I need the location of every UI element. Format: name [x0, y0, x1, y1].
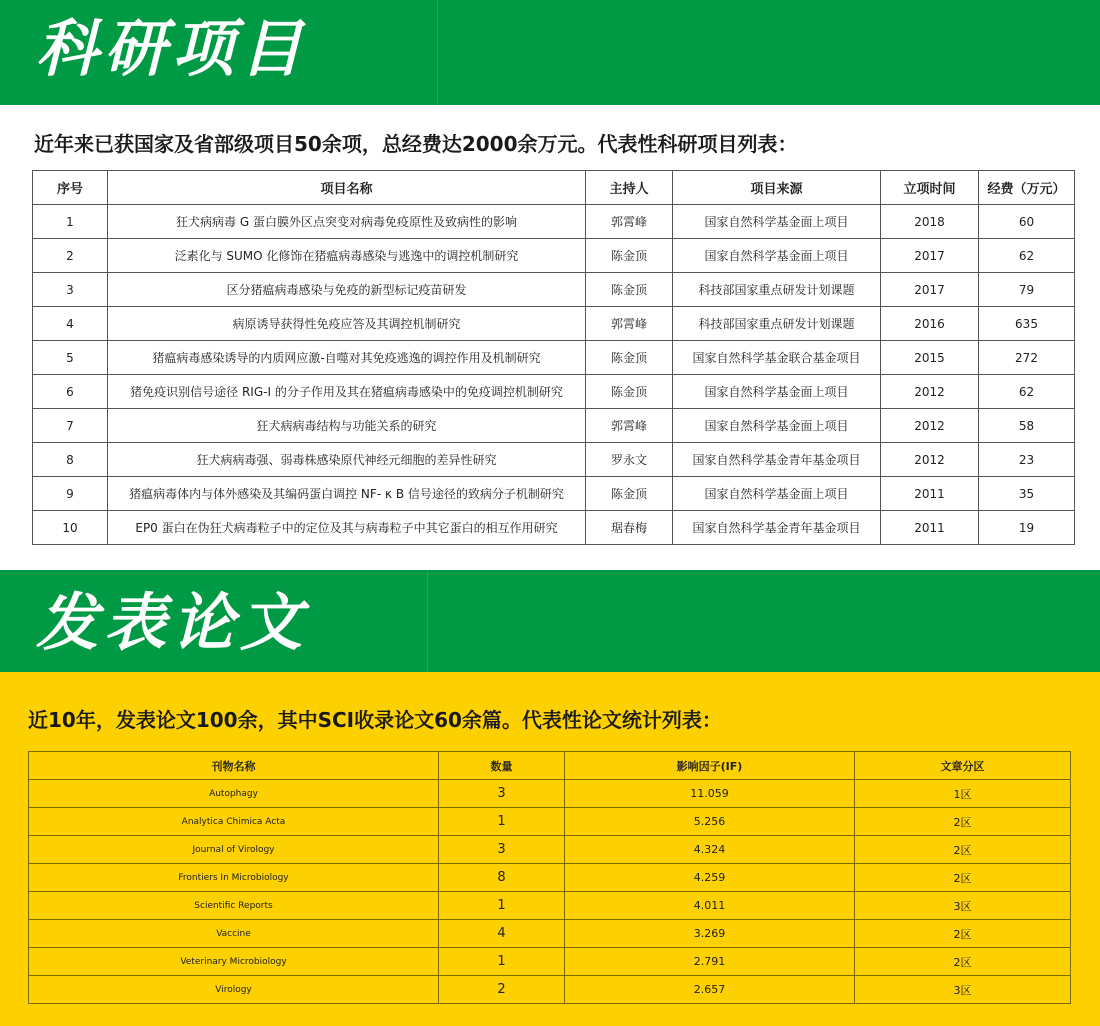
- table-cell: 病原诱导获得性免疫应答及其调控机制研究: [108, 307, 586, 341]
- table-cell: 郭霄峰: [586, 409, 673, 443]
- table-row: [33, 443, 1075, 477]
- table-cell: 4.324: [565, 836, 855, 864]
- table-cell: 3: [439, 780, 565, 808]
- table-cell: 陈金顶: [586, 239, 673, 273]
- column-header: 主持人: [586, 171, 673, 205]
- table-cell: 陈金顶: [586, 273, 673, 307]
- table-cell: 2区: [855, 948, 1071, 976]
- table-row: [29, 808, 1071, 836]
- table-cell: 科技部国家重点研发计划课题: [673, 307, 881, 341]
- research-projects-intro: 近年来已获国家及省部级项目50余项，总经费达2000余万元。代表性科研项目列表：: [34, 132, 798, 156]
- table-cell: 23: [979, 443, 1075, 477]
- table-cell: 3区: [855, 892, 1071, 920]
- table-cell: 区分猪瘟病毒感染与免疫的新型标记疫苗研发: [108, 273, 586, 307]
- table-row: [33, 409, 1075, 443]
- table-cell: 2015: [881, 341, 979, 375]
- table-cell: 5.256: [565, 808, 855, 836]
- column-header: 项目名称: [108, 171, 586, 205]
- table-cell: 泛素化与 SUMO 化修饰在猪瘟病毒感染与逃逸中的调控机制研究: [108, 239, 586, 273]
- table-cell: Vaccine: [29, 920, 439, 948]
- table-cell: 9: [33, 477, 108, 511]
- table-row: [33, 375, 1075, 409]
- table-cell: 猪瘟病毒感染诱导的内质网应激-自噬对其免疫逃逸的调控作用及机制研究: [108, 341, 586, 375]
- table-cell: 79: [979, 273, 1075, 307]
- table-cell: 19: [979, 511, 1075, 545]
- table-cell: 狂犬病病毒结构与功能关系的研究: [108, 409, 586, 443]
- table-cell: 狂犬病病毒强、弱毒株感染原代神经元细胞的差异性研究: [108, 443, 586, 477]
- table-cell: EP0 蛋白在伪狂犬病毒粒子中的定位及其与病毒粒子中其它蛋白的相互作用研究: [108, 511, 586, 545]
- table-cell: 2: [439, 976, 565, 1004]
- table-cell: 60: [979, 205, 1075, 239]
- table-cell: 4: [439, 920, 565, 948]
- column-header: 文章分区: [855, 752, 1071, 780]
- table-row: [29, 892, 1071, 920]
- table-cell: 11.059: [565, 780, 855, 808]
- table-row: [29, 976, 1071, 1004]
- column-header: 立项时间: [881, 171, 979, 205]
- banner-divider: [437, 0, 438, 105]
- table-cell: Virology: [29, 976, 439, 1004]
- table-row: [33, 477, 1075, 511]
- table-cell: 58: [979, 409, 1075, 443]
- publications-table: [28, 751, 1071, 1004]
- table-row: [33, 205, 1075, 239]
- table-cell: 8: [439, 864, 565, 892]
- research-projects-banner: [0, 0, 1100, 105]
- table-cell: 2区: [855, 836, 1071, 864]
- table-header-row: [29, 752, 1071, 780]
- table-cell: 272: [979, 341, 1075, 375]
- table-cell: 2017: [881, 273, 979, 307]
- table-cell: 4.011: [565, 892, 855, 920]
- table-cell: 1: [33, 205, 108, 239]
- table-cell: 2区: [855, 864, 1071, 892]
- table-cell: 7: [33, 409, 108, 443]
- table-cell: 35: [979, 477, 1075, 511]
- table-cell: 陈金顶: [586, 341, 673, 375]
- table-row: [33, 341, 1075, 375]
- table-row: [33, 273, 1075, 307]
- table-cell: 陈金顶: [586, 477, 673, 511]
- table-cell: Autophagy: [29, 780, 439, 808]
- table-cell: 635: [979, 307, 1075, 341]
- column-header: 项目来源: [673, 171, 881, 205]
- table-row: [33, 511, 1075, 545]
- publications-banner: [0, 570, 1100, 672]
- table-cell: 62: [979, 375, 1075, 409]
- table-cell: 2012: [881, 409, 979, 443]
- research-projects-table: [32, 170, 1075, 545]
- column-header: 刊物名称: [29, 752, 439, 780]
- table-cell: 国家自然科学基金面上项目: [673, 375, 881, 409]
- column-header: 序号: [33, 171, 108, 205]
- table-cell: 国家自然科学基金面上项目: [673, 205, 881, 239]
- table-cell: 3: [439, 836, 565, 864]
- table-cell: 62: [979, 239, 1075, 273]
- banner-divider: [427, 570, 428, 672]
- table-cell: Frontiers In Microbiology: [29, 864, 439, 892]
- table-row: [33, 239, 1075, 273]
- publications-title: 发表论文: [36, 586, 309, 659]
- table-cell: 陈金顶: [586, 375, 673, 409]
- publications-intro: 近10年，发表论文100余，其中SCI收录论文60余篇。代表性论文统计列表：: [28, 708, 722, 732]
- table-row: [33, 307, 1075, 341]
- table-cell: 2.791: [565, 948, 855, 976]
- table-cell: 国家自然科学基金面上项目: [673, 239, 881, 273]
- table-cell: Journal of Virology: [29, 836, 439, 864]
- table-cell: 2017: [881, 239, 979, 273]
- table-cell: 5: [33, 341, 108, 375]
- table-cell: 10: [33, 511, 108, 545]
- column-header: 数量: [439, 752, 565, 780]
- table-cell: 国家自然科学基金青年基金项目: [673, 443, 881, 477]
- table-row: [29, 948, 1071, 976]
- table-cell: 2011: [881, 477, 979, 511]
- table-cell: 郭霄峰: [586, 205, 673, 239]
- table-cell: 2.657: [565, 976, 855, 1004]
- table-cell: 4: [33, 307, 108, 341]
- table-cell: 1: [439, 892, 565, 920]
- table-cell: 罗永文: [586, 443, 673, 477]
- table-cell: 2018: [881, 205, 979, 239]
- table-row: [29, 864, 1071, 892]
- research-projects-title: 科研项目: [36, 12, 309, 85]
- table-cell: 2016: [881, 307, 979, 341]
- table-cell: 2: [33, 239, 108, 273]
- table-cell: 1区: [855, 780, 1071, 808]
- table-cell: 郭霄峰: [586, 307, 673, 341]
- table-cell: 3区: [855, 976, 1071, 1004]
- table-cell: 国家自然科学基金联合基金项目: [673, 341, 881, 375]
- table-cell: Analytica Chimica Acta: [29, 808, 439, 836]
- table-cell: 猪瘟病毒体内与体外感染及其编码蛋白调控 NF- κ B 信号途径的致病分子机制研究: [108, 477, 586, 511]
- column-header: 影响因子(IF): [565, 752, 855, 780]
- column-header: 经费（万元）: [979, 171, 1075, 205]
- table-cell: 3: [33, 273, 108, 307]
- table-cell: 国家自然科学基金青年基金项目: [673, 511, 881, 545]
- table-cell: 4.259: [565, 864, 855, 892]
- table-cell: Scientific Reports: [29, 892, 439, 920]
- table-cell: 2012: [881, 375, 979, 409]
- table-cell: 国家自然科学基金面上项目: [673, 409, 881, 443]
- table-cell: 琚春梅: [586, 511, 673, 545]
- table-row: [29, 836, 1071, 864]
- table-cell: 2区: [855, 920, 1071, 948]
- table-header-row: [33, 171, 1075, 205]
- table-row: [29, 920, 1071, 948]
- table-cell: Veterinary Microbiology: [29, 948, 439, 976]
- table-cell: 2区: [855, 808, 1071, 836]
- table-cell: 6: [33, 375, 108, 409]
- table-cell: 科技部国家重点研发计划课题: [673, 273, 881, 307]
- table-cell: 猪免疫识别信号途径 RIG-I 的分子作用及其在猪瘟病毒感染中的免疫调控机制研究: [108, 375, 586, 409]
- table-cell: 2012: [881, 443, 979, 477]
- table-cell: 2011: [881, 511, 979, 545]
- table-cell: 狂犬病病毒 G 蛋白膜外区点突变对病毒免疫原性及致病性的影响: [108, 205, 586, 239]
- table-cell: 3.269: [565, 920, 855, 948]
- table-cell: 8: [33, 443, 108, 477]
- table-row: [29, 780, 1071, 808]
- table-cell: 国家自然科学基金面上项目: [673, 477, 881, 511]
- table-cell: 1: [439, 808, 565, 836]
- table-cell: 1: [439, 948, 565, 976]
